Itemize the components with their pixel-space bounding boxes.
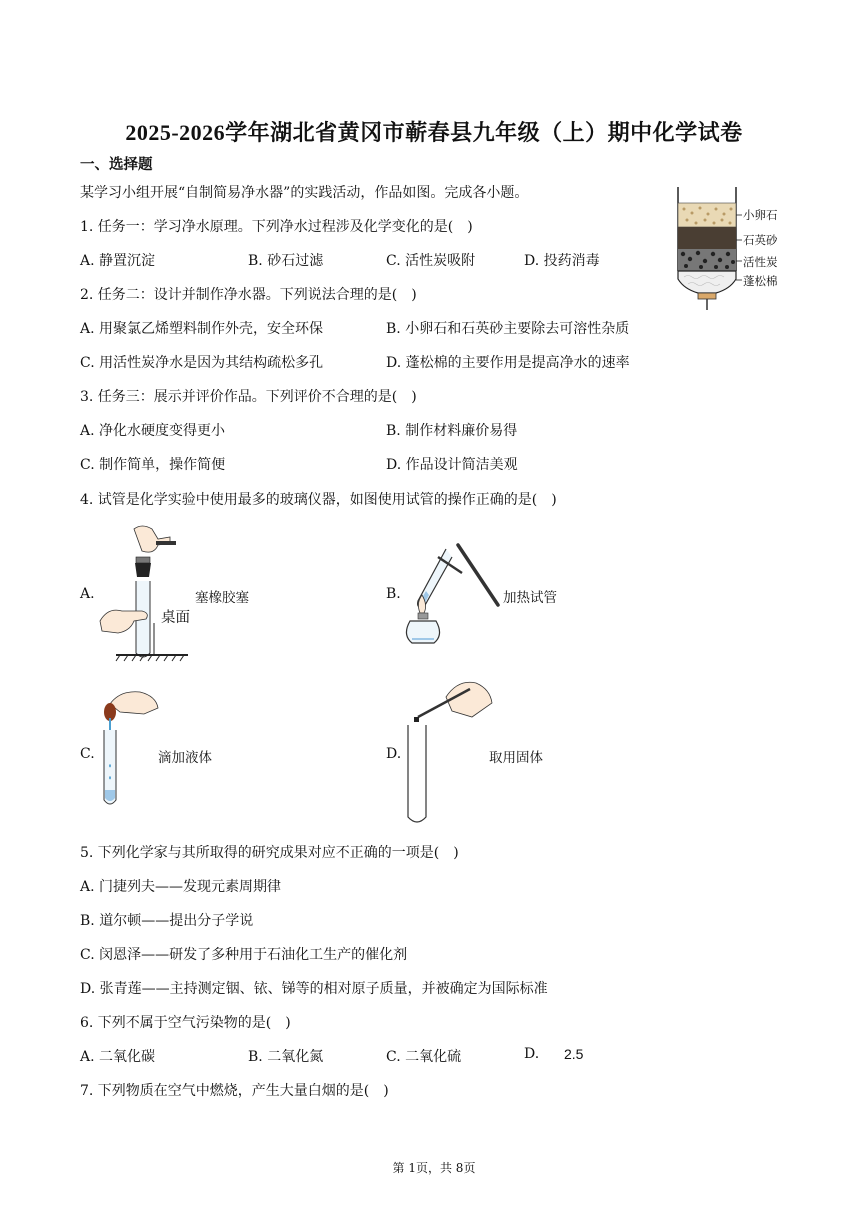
question-5-option-b[interactable]: B. 道尔顿——提出分子学说: [80, 913, 254, 929]
question-6-option-b[interactable]: B. 二氧化氮: [248, 1049, 324, 1065]
question-3-option-d[interactable]: D. 作品设计简洁美观: [386, 457, 518, 473]
question-6-option-a[interactable]: A. 二氧化碳: [80, 1049, 156, 1065]
question-5-option-a[interactable]: A. 门捷列夫——发现元素周期律: [80, 879, 282, 895]
quartz-sand-layer: [678, 227, 736, 249]
question-2-option-c[interactable]: C. 用活性炭净水是因为其结构疏松多孔: [80, 355, 324, 371]
question-2-stem: 2. 任务二：设计并制作净水器。下列说法合理的是( ): [80, 287, 417, 303]
question-3-option-a[interactable]: A. 净化水硬度变得更小: [80, 423, 226, 439]
question-5-option-d[interactable]: D. 张青莲——主持测定铟、铱、锑等的相对原子质量，并被确定为国际标准: [80, 981, 548, 997]
question-3-stem: 3. 任务三：展示并评价作品。下列评价不合理的是( ): [80, 389, 417, 405]
page-title: 2025-2026学年湖北省黄冈市蕲春县九年级（上）期中化学试卷: [125, 120, 743, 145]
question-2-option-b[interactable]: B. 小卵石和石英砂主要除去可溶性杂质: [386, 321, 630, 337]
take-solid-figure: [402, 677, 494, 829]
figure-b-caption: 加热试管: [503, 590, 557, 606]
question-6-stem: 6. 下列不属于空气污染物的是( ): [80, 1015, 291, 1031]
figure-a-caption: 塞橡胶塞: [195, 590, 249, 606]
insert-stopper-figure: [96, 523, 188, 663]
question-4-stem: 4. 试管是化学实验中使用最多的玻璃仪器，如图使用试管的操作正确的是( ): [80, 492, 557, 508]
cotton-layer: [678, 271, 736, 293]
page-footer: 第 1页，共 8页: [392, 1161, 476, 1175]
question-2-option-a[interactable]: A. 用聚氯乙烯塑料制作外壳，安全环保: [80, 321, 324, 337]
water-filter-figure: [670, 183, 790, 313]
question-4-option-a[interactable]: A.: [80, 586, 95, 602]
question-1-option-b[interactable]: B. 砂石过滤: [248, 253, 324, 269]
label-activated-carbon: 活性炭: [743, 255, 778, 269]
question-6-option-d[interactable]: D.: [524, 1046, 540, 1062]
figure-d-caption: 取用固体: [489, 750, 543, 766]
question-3-option-c[interactable]: C. 制作简单，操作简便: [80, 457, 226, 473]
label-quartz-sand: 石英砂: [743, 233, 778, 247]
label-pebbles: 小卵石: [743, 208, 778, 222]
question-6-option-d-value: 2.5: [564, 1046, 584, 1062]
question-1-option-d[interactable]: D. 投药消毒: [524, 253, 600, 269]
question-4-option-c[interactable]: C.: [80, 746, 95, 762]
label-cotton: 蓬松棉: [743, 274, 778, 288]
question-2-option-d[interactable]: D. 蓬松棉的主要作用是提高净水的速率: [386, 355, 630, 371]
intro-text: 某学习小组开展“自制简易净水器”的实践活动，作品如图。完成各小题。: [80, 185, 529, 201]
question-5-stem: 5. 下列化学家与其所取得的研究成果对应不正确的一项是( ): [80, 845, 459, 861]
question-7-stem: 7. 下列物质在空气中燃烧，产生大量白烟的是( ): [80, 1083, 389, 1099]
question-1-option-c[interactable]: C. 活性炭吸附: [386, 253, 476, 269]
question-1-option-a[interactable]: A. 静置沉淀: [80, 253, 156, 269]
question-5-option-c[interactable]: C. 闵恩泽——研发了多种用于石油化工生产的催化剂: [80, 947, 408, 963]
question-3-option-b[interactable]: B. 制作材料廉价易得: [386, 423, 518, 439]
section-heading: 一、选择题: [80, 156, 153, 173]
outlet-cap: [698, 293, 716, 299]
question-1-stem: 1. 任务一：学习净水原理。下列净水过程涉及化学变化的是( ): [80, 219, 473, 235]
question-4-option-d[interactable]: D.: [386, 746, 402, 762]
figure-a-desk-label: 桌面: [161, 610, 190, 626]
heat-test-tube-figure: [398, 543, 508, 651]
question-4-option-b[interactable]: B.: [386, 586, 401, 602]
question-6-option-c[interactable]: C. 二氧化硫: [386, 1049, 462, 1065]
add-liquid-figure: [96, 688, 160, 814]
figure-c-caption: 滴加液体: [158, 750, 212, 766]
